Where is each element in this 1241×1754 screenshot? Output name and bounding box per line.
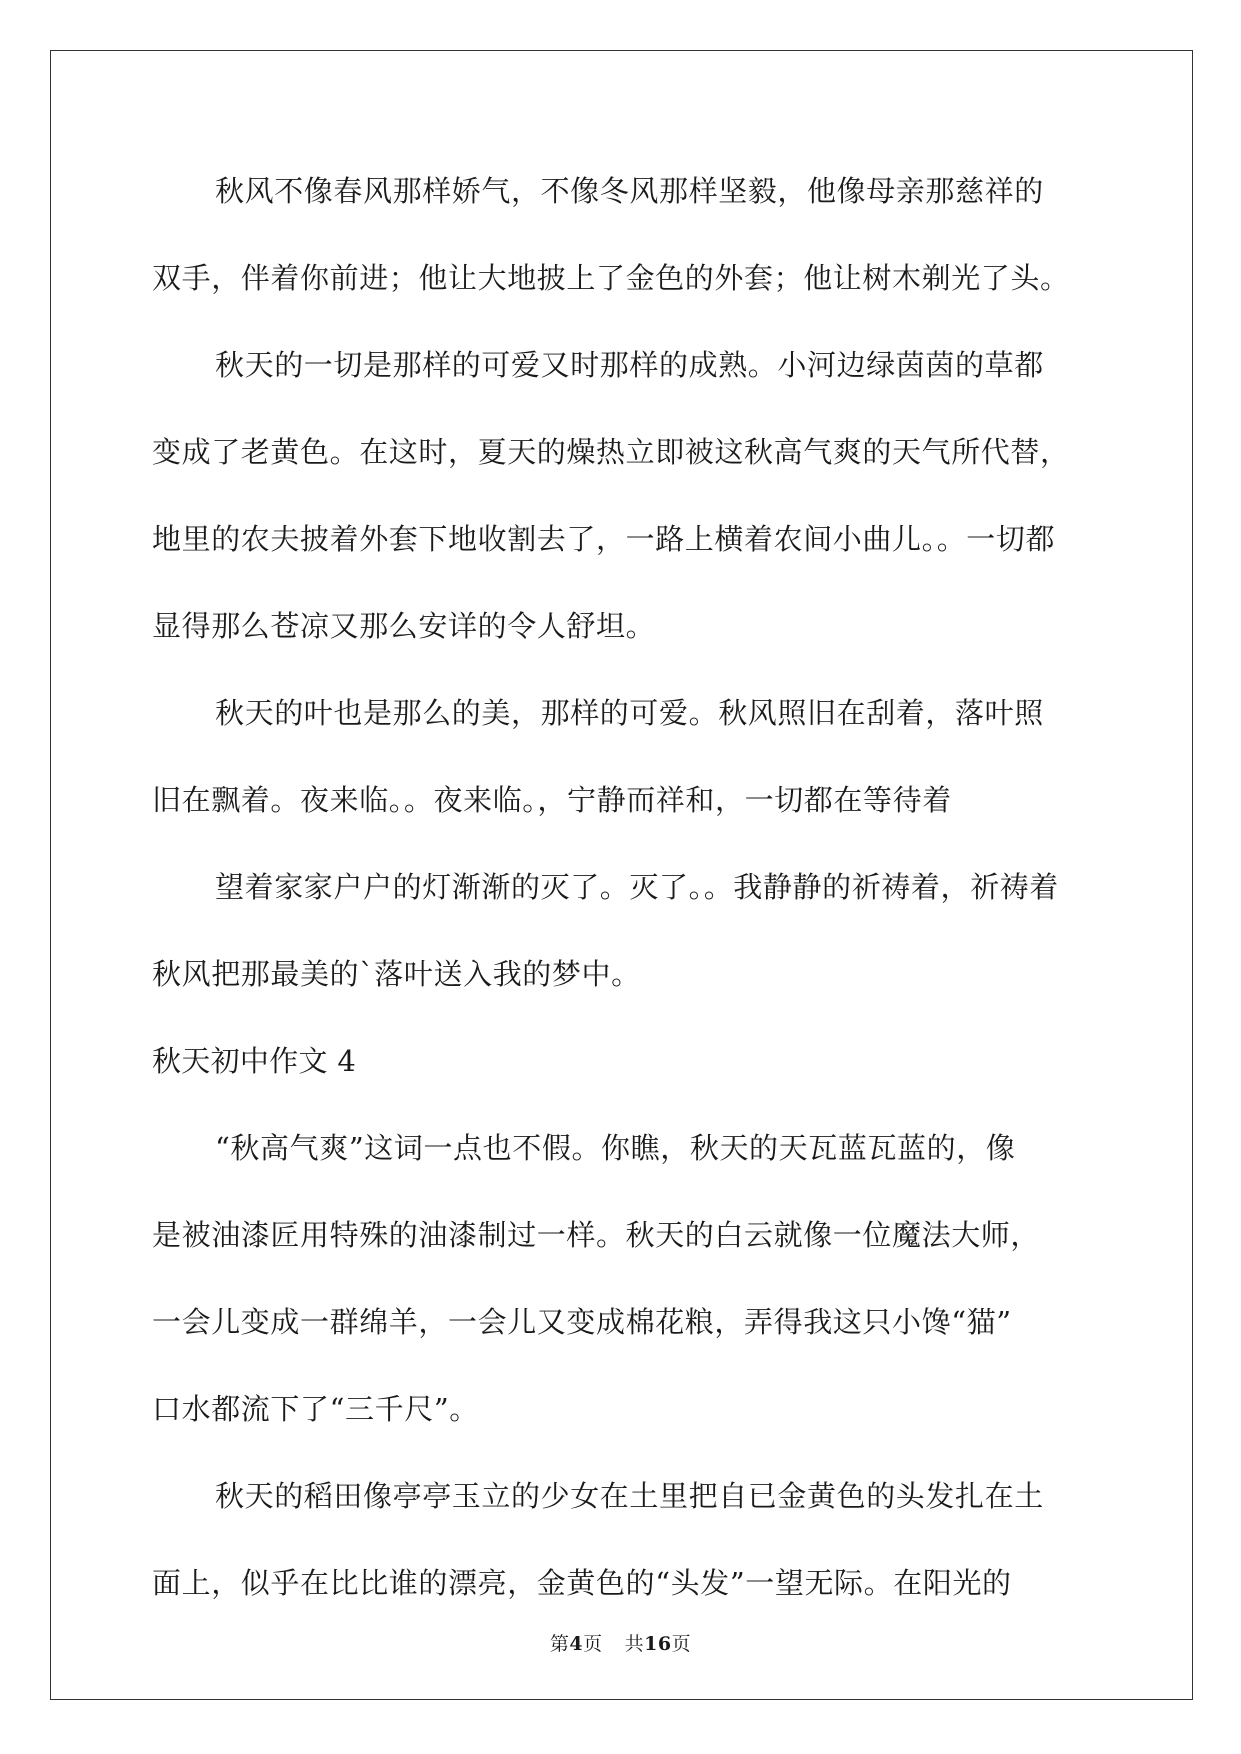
text-line: 是被油漆匠用特殊的油漆制过一样。秋天的白云就像一位魔法大师， (152, 1218, 1041, 1252)
text-line: 秋天的一切是那样的可爱又时那样的成熟。小河边绿茵茵的草都 (215, 348, 1044, 382)
page-footer (0, 1632, 1241, 1656)
text-line: “秋高气爽”这词一点也不假。你瞧，秋天的天瓦蓝瓦蓝的，像 (215, 1131, 1016, 1165)
section-heading: 秋天初中作文 4 (152, 1044, 357, 1078)
text-line: 秋天的叶也是那么的美，那样的可爱。秋风照旧在刮着，落叶照 (215, 696, 1044, 730)
text-line: 显得那么苍凉又那么安详的令人舒坦。 (152, 609, 656, 643)
footer-prefix: 第 (549, 1633, 570, 1655)
text-line: 面上，似乎在比比谁的漂亮，金黄色的“头发”一望无际。在阳光的 (152, 1566, 1012, 1600)
document-body (152, 160, 1092, 1639)
text-line: 地里的农夫披着外套下地收割去了，一路上横着农间小曲儿。。一切都 (152, 522, 1056, 556)
text-line: 秋风把那最美的`落叶送入我的梦中。 (152, 957, 641, 991)
footer-total-prefix: 共 (624, 1633, 645, 1655)
text-line: 双手，伴着你前进；他让大地披上了金色的外套；他让树木剃光了头。 (152, 261, 1070, 295)
text-line: 一会儿变成一群绵羊，一会儿又变成棉花粮，弄得我这只小馋“猫” (152, 1305, 1012, 1339)
text-line: 秋风不像春风那样娇气，不像冬风那样坚毅，他像母亲那慈祥的 (215, 174, 1044, 208)
total-page-count: 16 (644, 1633, 672, 1655)
text-line: 旧在飘着。夜来临。。夜来临。，宁静而祥和，一切都在等待着 (152, 783, 952, 817)
current-page-number: 4 (569, 1633, 584, 1655)
text-line: 变成了老黄色。在这时，夏天的燥热立即被这秋高气爽的天气所代替， (152, 435, 1070, 469)
text-line: 口水都流下了“三千尺”。 (152, 1392, 479, 1426)
text-line: 秋天的稻田像亭亭玉立的少女在土里把自已金黄色的头发扎在土 (215, 1479, 1044, 1513)
footer-total-suffix: 页 (671, 1633, 692, 1655)
footer-page-word: 页 (583, 1633, 603, 1655)
text-line: 望着家家户户的灯渐渐的灭了。灭了。。我静静的祈祷着，祈祷着 (215, 870, 1059, 904)
